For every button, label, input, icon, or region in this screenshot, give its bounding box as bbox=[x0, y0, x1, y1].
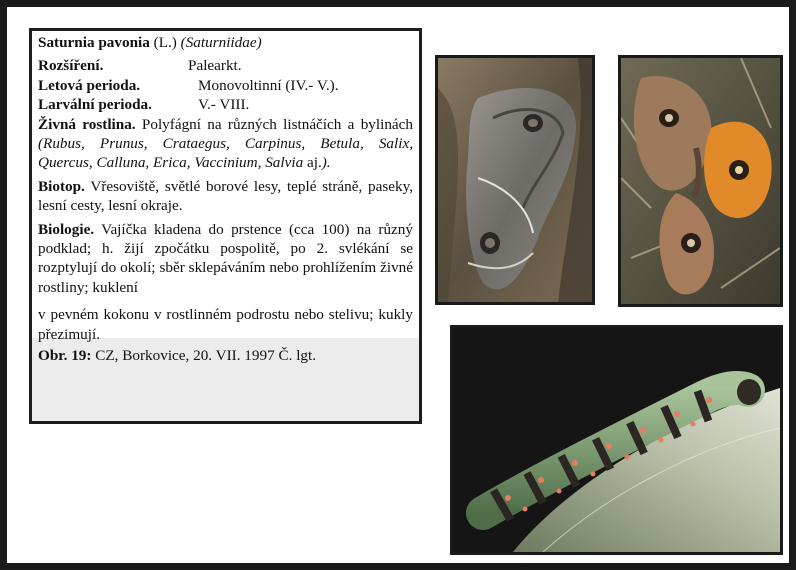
biologie-continued bbox=[38, 305, 413, 344]
zivna-paragraph bbox=[38, 115, 413, 173]
species-family: (Saturniidae) bbox=[180, 34, 262, 51]
zivna-label: Živná rostlina. bbox=[38, 115, 136, 133]
species-name: Saturnia pavonia bbox=[38, 34, 150, 51]
zivna-suffix: aj. bbox=[306, 154, 322, 172]
species-title bbox=[38, 33, 413, 52]
biologie-text-bottom: v pevném kokonu v rostlinném podrostu nebo stelivu; kukly přezimují. bbox=[38, 306, 413, 343]
rozsireni-value: Palearkt. bbox=[188, 57, 242, 75]
figure-label: Obr. 19: bbox=[38, 347, 92, 365]
larvalni-value: V.- VIII. bbox=[198, 96, 250, 114]
row-larvalni bbox=[38, 95, 413, 114]
moth-photo-icon bbox=[621, 58, 780, 304]
caterpillar-photo bbox=[450, 325, 783, 555]
biologie-label: Biologie. bbox=[38, 220, 95, 238]
biologie-paragraph bbox=[38, 220, 413, 298]
biologie-text-top: Vajíčka kladena do prstence (cca 100) na různý podklad; h. žijí zpočátku pospolitě, po 2. svlékání se rozptylují do okolí; sběr sklepáváním nebo prohlížením živné rostliny; kuklení bbox=[38, 220, 413, 296]
letova-label: Letová perioda. bbox=[38, 76, 141, 94]
biotop-paragraph bbox=[38, 177, 413, 216]
row-rozsireni bbox=[38, 56, 413, 75]
row-letova bbox=[38, 76, 413, 95]
figure-text: CZ, Borkovice, 20. VII. 1997 Č. lgt. bbox=[95, 347, 317, 365]
zivna-text: Polyfágní na různých listnáčích a bylinách bbox=[141, 115, 414, 133]
zivna-plants: (Rubus, Prunus, Crataegus, Carpinus, Betula, Salix, Quercus, Calluna, Erica, Vaccinium, Salvia bbox=[38, 135, 413, 172]
rozsireni-label: Rozšíření. bbox=[38, 57, 104, 75]
letova-value: Monovoltinní (IV.- V.). bbox=[198, 76, 339, 94]
male-moth-photo bbox=[618, 55, 783, 307]
female-moth-photo bbox=[435, 55, 595, 305]
caterpillar-photo-icon bbox=[453, 328, 780, 552]
page-frame bbox=[7, 7, 789, 563]
species-author: (L.) bbox=[153, 34, 177, 51]
biotop-label: Biotop. bbox=[38, 177, 85, 195]
larvalni-label: Larvální perioda. bbox=[38, 96, 152, 114]
biotop-text: Vřesoviště, světlé borové lesy, teplé stráně, paseky, lesní cesty, lesní okraje. bbox=[38, 177, 413, 215]
figure-caption bbox=[38, 346, 413, 365]
zivna-close: ). bbox=[321, 154, 331, 172]
species-info-box bbox=[29, 28, 422, 424]
moth-photo-icon bbox=[438, 58, 592, 302]
